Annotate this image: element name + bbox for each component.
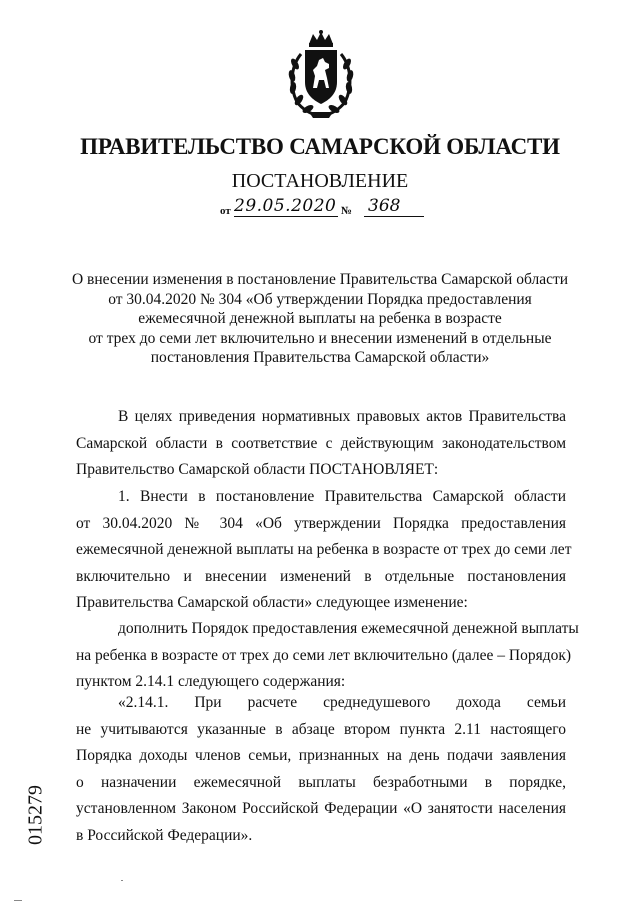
subject-line: О внесении изменения в постановление Правительства Самарской области	[71, 271, 569, 288]
text-line: пунктом 2.14.1 следующего содержания:	[76, 673, 346, 690]
text-line: не учитываются указанные в абзаце втором пункта 2.11 настоящего	[76, 720, 566, 738]
text-line: на ребенка в возрасте от трех до семи лет включительно (далее – Порядок)	[76, 646, 572, 664]
paragraph-preamble	[76, 404, 566, 484]
text-line: Порядка доходы членов семьи, признанных на день подачи заявления	[76, 747, 566, 764]
paragraph-item-1	[76, 484, 572, 617]
text-line: установленном Законом Российской Федерации «О занятости населения	[76, 800, 566, 817]
subject-line: постановления Правительства Самарской области»	[150, 349, 490, 366]
date-number-line	[208, 196, 438, 222]
date-underline	[234, 216, 338, 217]
organization-title: ПРАВИТЕЛЬСТВО САМАРСКОЙ ОБЛАСТИ	[80, 134, 560, 159]
text-line: в Российской Федерации».	[76, 826, 253, 844]
text-line: включительно и внесении изменений в отдельные постановления	[76, 567, 566, 585]
text-line: Правительства Самарской области» следующее изменение:	[76, 594, 468, 611]
number-underline	[364, 216, 424, 217]
text-line: дополнить Порядок предоставления ежемесячной денежной выплаты	[118, 620, 579, 637]
text-line: 1. Внести в постановление Правительства Самарской области	[118, 488, 566, 505]
paragraph-clause-2-14-1	[76, 690, 566, 849]
subject-line: ежемесячной денежной выплаты на ребенка в возрасте	[138, 310, 502, 327]
text-line: Самарской области в соответствие с действующим законодательством	[76, 434, 566, 452]
paragraph-amendment	[76, 616, 579, 696]
text-line: о назначении ежемесячной выплаты безработными в порядке,	[76, 773, 566, 791]
date-prefix: от	[220, 205, 231, 217]
text-line: ежемесячной денежной выплаты на ребенка в возрасте от трех до семи лет	[76, 541, 572, 558]
number-prefix: №	[341, 205, 353, 217]
text-line: от 30.04.2020 № 304 «Об утверждении Порядка предоставления	[76, 514, 566, 532]
text-line: Правительство Самарской области ПОСТАНОВЛЯЕТ:	[76, 461, 439, 478]
scan-speck	[14, 900, 22, 901]
text-line: В целях приведения нормативных правовых актов Правительства	[118, 408, 566, 425]
document-type: ПОСТАНОВЛЕНИЕ	[231, 170, 409, 192]
handwritten-number: 368	[368, 196, 401, 216]
subject-line: от трех до семи лет включительно и внесении изменений в отдельные	[88, 329, 552, 347]
document-subject	[70, 270, 570, 368]
handwritten-date: 29.05.2020	[234, 196, 337, 216]
text-line: «2.14.1. При расчете среднедушевого дохода семьи	[118, 694, 566, 711]
coat-of-arms-emblem	[283, 30, 359, 120]
scan-speck	[121, 880, 123, 881]
subject-line: от 30.04.2020 № 304 «Об утверждении Порядка предоставления	[108, 290, 532, 308]
margin-serial-stamp	[6, 770, 66, 860]
serial-number: 015279	[24, 785, 47, 845]
